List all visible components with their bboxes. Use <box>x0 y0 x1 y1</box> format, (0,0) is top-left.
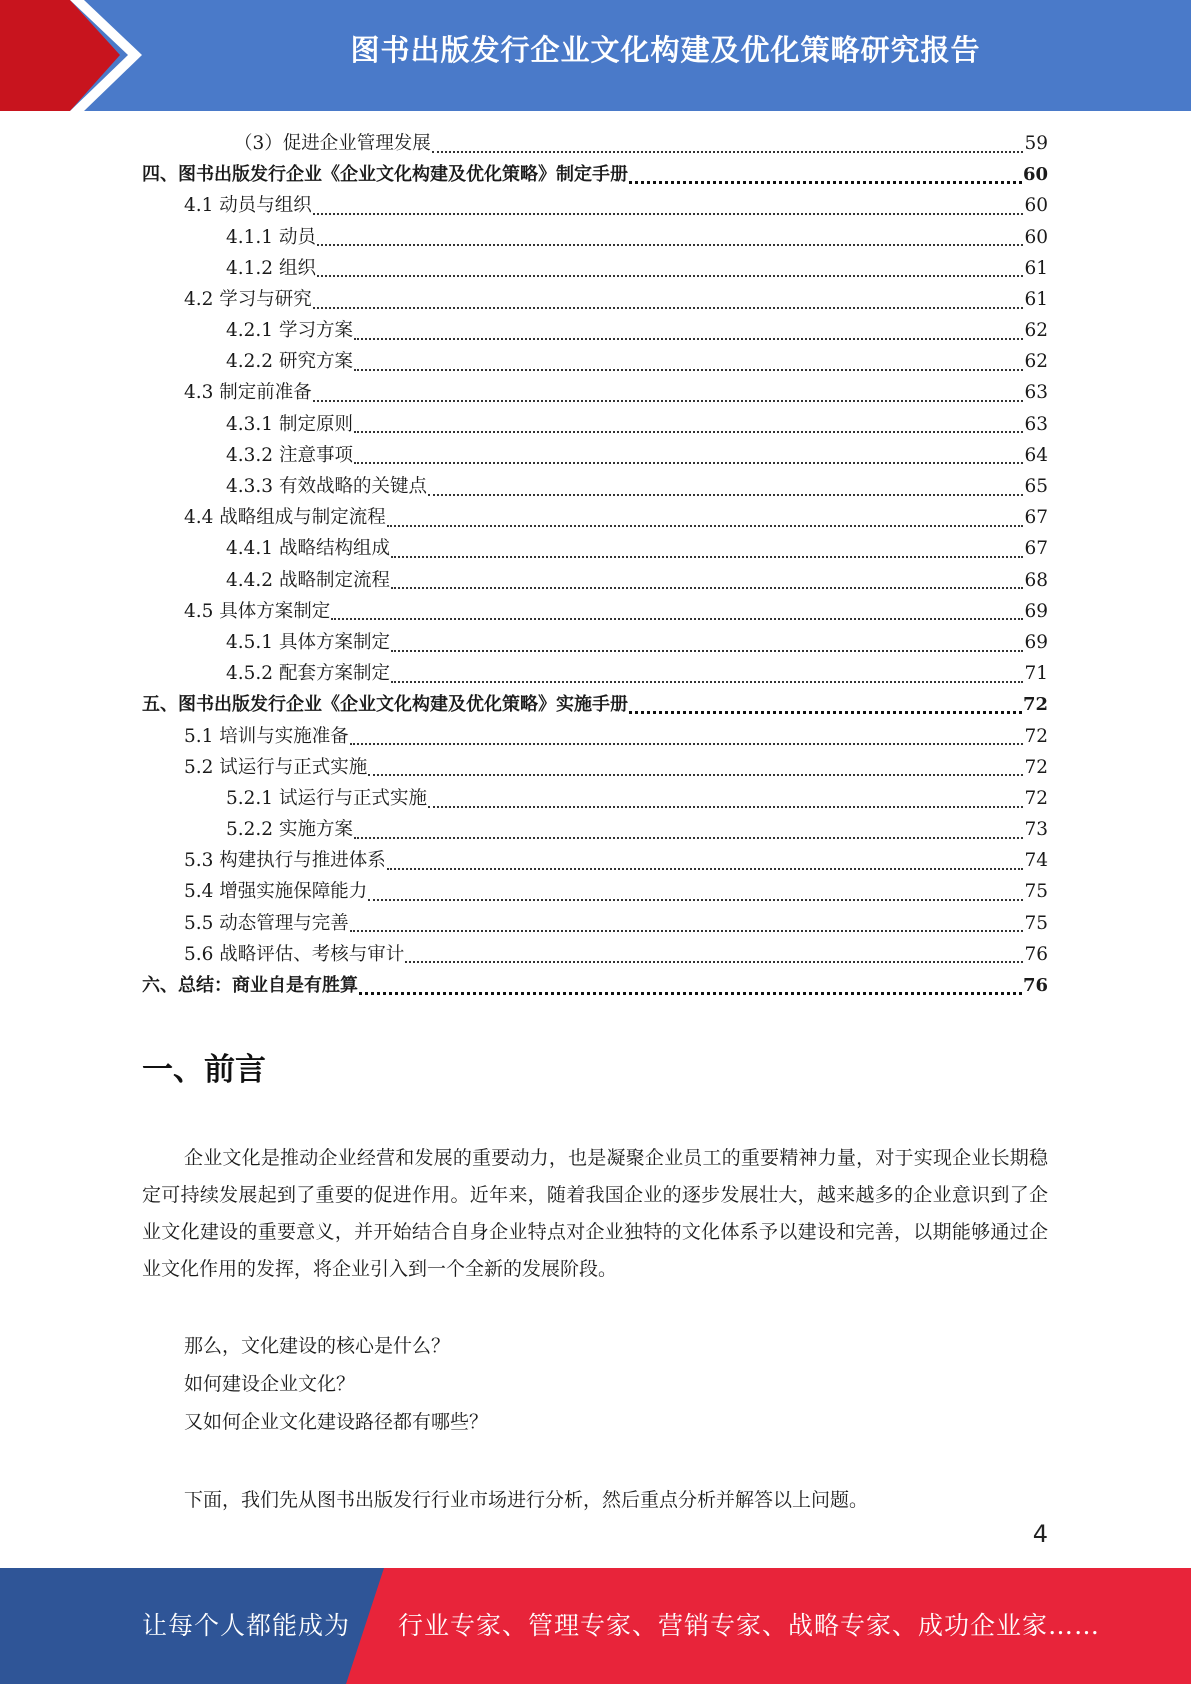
toc-dot-leader <box>629 711 1022 714</box>
toc-dot-leader <box>359 992 1022 995</box>
toc-entry-title: 5.3 构建执行与推进体系 <box>184 850 386 872</box>
toc-entry[interactable] <box>142 565 1048 596</box>
toc-dot-leader <box>428 806 1023 808</box>
toc-dot-leader <box>350 930 1024 932</box>
toc-entry-title: 4.1 动员与组织 <box>184 195 312 217</box>
toc-entry[interactable] <box>142 533 1048 564</box>
toc-entry-page-number: 71 <box>1024 663 1048 685</box>
toc-entry[interactable] <box>142 752 1048 783</box>
question-line: 那么，文化建设的核心是什么？ <box>184 1335 451 1357</box>
toc-entry[interactable] <box>142 284 1048 315</box>
toc-entry-page-number: 76 <box>1024 943 1048 965</box>
toc-entry-title: 5.6 战略评估、考核与审计 <box>184 943 405 965</box>
toc-entry-title: 4.5.2 配套方案制定 <box>226 663 390 685</box>
toc-entry[interactable] <box>142 596 1048 627</box>
intro-paragraph: 企业文化是推动企业经营和发展的重要动力，也是凝聚企业员工的重要精神力量，对于实现企业长期稳定可持续发展起到了重要的促进作用。近年来，随着我国企业的逐步发展壮大，越来越多的企业意识到了企业文化建设的重要意义，并开始结合自身企业特点对企业独特的文化体系予以建设和完善，以期能够通过企业文化作用的发挥，将企业引入到一个全新的发展阶段。 <box>142 1147 1048 1280</box>
toc-entry[interactable] <box>142 409 1048 440</box>
toc-dot-leader <box>317 244 1024 246</box>
question-line: 又如何企业文化建设路径都有哪些？ <box>184 1411 489 1433</box>
toc-entry-page-number: 72 <box>1022 694 1048 716</box>
page-header <box>0 0 1191 111</box>
toc-entry-page-number: 63 <box>1024 382 1048 404</box>
toc-dot-leader <box>368 774 1023 776</box>
toc-dot-leader <box>331 618 1023 620</box>
toc-entry-page-number: 75 <box>1024 881 1048 903</box>
toc-entry-title: 4.2.1 学习方案 <box>226 320 353 342</box>
toc-entry-title: 5.2.2 实施方案 <box>226 819 353 841</box>
toc-dot-leader <box>354 338 1024 340</box>
document-title: 图书出版发行企业文化构建及优化策略研究报告 <box>350 33 981 67</box>
toc-entry[interactable] <box>142 315 1048 346</box>
toc-entry-page-number: 61 <box>1024 288 1048 310</box>
toc-entry-title: （3）促进企业管理发展 <box>234 132 431 154</box>
toc-entry[interactable] <box>142 689 1048 720</box>
toc-entry[interactable] <box>142 814 1048 845</box>
toc-dot-leader <box>313 307 1024 309</box>
toc-dot-leader <box>391 650 1023 652</box>
toc-entry[interactable] <box>142 970 1048 1001</box>
toc-entry-page-number: 67 <box>1024 538 1048 560</box>
toc-dot-leader <box>354 462 1024 464</box>
toc-entry-title: 4.2.2 研究方案 <box>226 351 353 373</box>
toc-entry-title: 4.1.1 动员 <box>226 226 316 248</box>
toc-entry[interactable] <box>142 190 1048 221</box>
toc-entry[interactable] <box>142 222 1048 253</box>
section-heading: 一、前言 <box>142 1052 266 1088</box>
toc-dot-leader <box>313 400 1024 402</box>
toc-entry[interactable] <box>142 471 1048 502</box>
toc-entry-page-number: 60 <box>1024 195 1048 217</box>
toc-dot-leader <box>629 181 1022 184</box>
toc-entry[interactable] <box>142 253 1048 284</box>
footer-slogan-left: 让每个人都能成为 <box>142 1611 351 1640</box>
toc-dot-leader <box>387 525 1024 527</box>
toc-entry-title: 4.5 具体方案制定 <box>184 600 331 622</box>
toc-entry-title: 4.1.2 组织 <box>226 257 316 279</box>
toc-entry-page-number: 61 <box>1024 257 1048 279</box>
closing-paragraph: 下面，我们先从图书出版发行行业市场进行分析，然后重点分析并解答以上问题。 <box>184 1489 869 1511</box>
toc-entry-page-number: 72 <box>1024 725 1048 747</box>
toc-entry[interactable] <box>142 877 1048 908</box>
toc-entry-page-number: 76 <box>1022 975 1048 997</box>
toc-dot-leader <box>350 743 1024 745</box>
toc-entry-title: 5.1 培训与实施准备 <box>184 725 349 747</box>
toc-dot-leader <box>354 431 1024 433</box>
toc-entry-title: 5.2.1 试运行与正式实施 <box>226 787 427 809</box>
toc-entry[interactable] <box>142 783 1048 814</box>
toc-entry-title: 4.2 学习与研究 <box>184 288 312 310</box>
toc-dot-leader <box>391 587 1023 589</box>
toc-entry-page-number: 62 <box>1024 351 1048 373</box>
toc-entry-title: 5.2 试运行与正式实施 <box>184 756 368 778</box>
toc-entry[interactable] <box>142 658 1048 689</box>
toc-entry[interactable] <box>142 845 1048 876</box>
toc-entry-page-number: 62 <box>1024 320 1048 342</box>
toc-entry-title: 4.4.1 战略结构组成 <box>226 538 390 560</box>
toc-entry-title: 4.3.2 注意事项 <box>226 444 353 466</box>
toc-entry-page-number: 60 <box>1022 164 1048 186</box>
toc-entry-page-number: 74 <box>1024 850 1048 872</box>
toc-entry-page-number: 75 <box>1024 912 1048 934</box>
toc-entry-page-number: 68 <box>1024 569 1048 591</box>
toc-entry[interactable] <box>142 159 1048 190</box>
toc-entry-page-number: 72 <box>1024 756 1048 778</box>
toc-entry-title: 5.5 动态管理与完善 <box>184 912 349 934</box>
toc-entry-title: 五、图书出版发行企业《企业文化构建及优化策略》实施手册 <box>142 694 628 716</box>
header-chevron-decoration <box>0 0 160 111</box>
toc-entry-page-number: 64 <box>1024 444 1048 466</box>
toc-entry-title: 4.3.1 制定原则 <box>226 413 353 435</box>
toc-dot-leader <box>391 556 1023 558</box>
toc-entry[interactable] <box>142 128 1048 159</box>
toc-entry-title: 四、图书出版发行企业《企业文化构建及优化策略》制定手册 <box>142 164 628 186</box>
toc-entry[interactable] <box>142 378 1048 409</box>
toc-dot-leader <box>428 494 1023 496</box>
toc-dot-leader <box>368 899 1023 901</box>
toc-entry-page-number: 63 <box>1024 413 1048 435</box>
toc-entry-page-number: 65 <box>1024 476 1048 498</box>
toc-entry-page-number: 69 <box>1024 631 1048 653</box>
toc-dot-leader <box>354 369 1024 371</box>
toc-entry-page-number: 72 <box>1024 787 1048 809</box>
toc-dot-leader <box>391 681 1023 683</box>
toc-dot-leader <box>317 275 1024 277</box>
toc-dot-leader <box>354 837 1024 839</box>
toc-entry-page-number: 60 <box>1024 226 1048 248</box>
toc-entry-title: 六、总结：商业自是有胜算 <box>142 975 358 997</box>
toc-entry[interactable] <box>142 440 1048 471</box>
toc-entry-title: 4.5.1 具体方案制定 <box>226 631 390 653</box>
toc-dot-leader <box>405 961 1023 963</box>
toc-entry[interactable] <box>142 502 1048 533</box>
toc-entry[interactable] <box>142 346 1048 377</box>
toc-entry[interactable] <box>142 908 1048 939</box>
toc-entry-title: 4.4 战略组成与制定流程 <box>184 507 386 529</box>
toc-entry-title: 4.4.2 战略制定流程 <box>226 569 390 591</box>
toc-dot-leader <box>313 213 1024 215</box>
toc-dot-leader <box>432 151 1024 153</box>
footer-slogan-right: 行业专家、管理专家、营销专家、战略专家、成功企业家…… <box>398 1611 1101 1640</box>
toc-entry-page-number: 59 <box>1024 132 1048 154</box>
toc-entry-page-number: 73 <box>1024 819 1048 841</box>
toc-entry-page-number: 69 <box>1024 600 1048 622</box>
toc-entry-page-number: 67 <box>1024 507 1048 529</box>
toc-entry-title: 5.4 增强实施保障能力 <box>184 881 368 903</box>
toc-entry-title: 4.3.3 有效战略的关键点 <box>226 476 427 498</box>
question-line: 如何建设企业文化？ <box>184 1373 356 1395</box>
page-number: 4 <box>1032 1520 1048 1548</box>
toc-entry[interactable] <box>142 721 1048 752</box>
toc-entry[interactable] <box>142 627 1048 658</box>
toc-dot-leader <box>387 868 1024 870</box>
toc-entry-title: 4.3 制定前准备 <box>184 382 312 404</box>
table-of-contents <box>142 128 1048 1001</box>
toc-entry[interactable] <box>142 939 1048 970</box>
page-footer <box>0 1568 1191 1684</box>
